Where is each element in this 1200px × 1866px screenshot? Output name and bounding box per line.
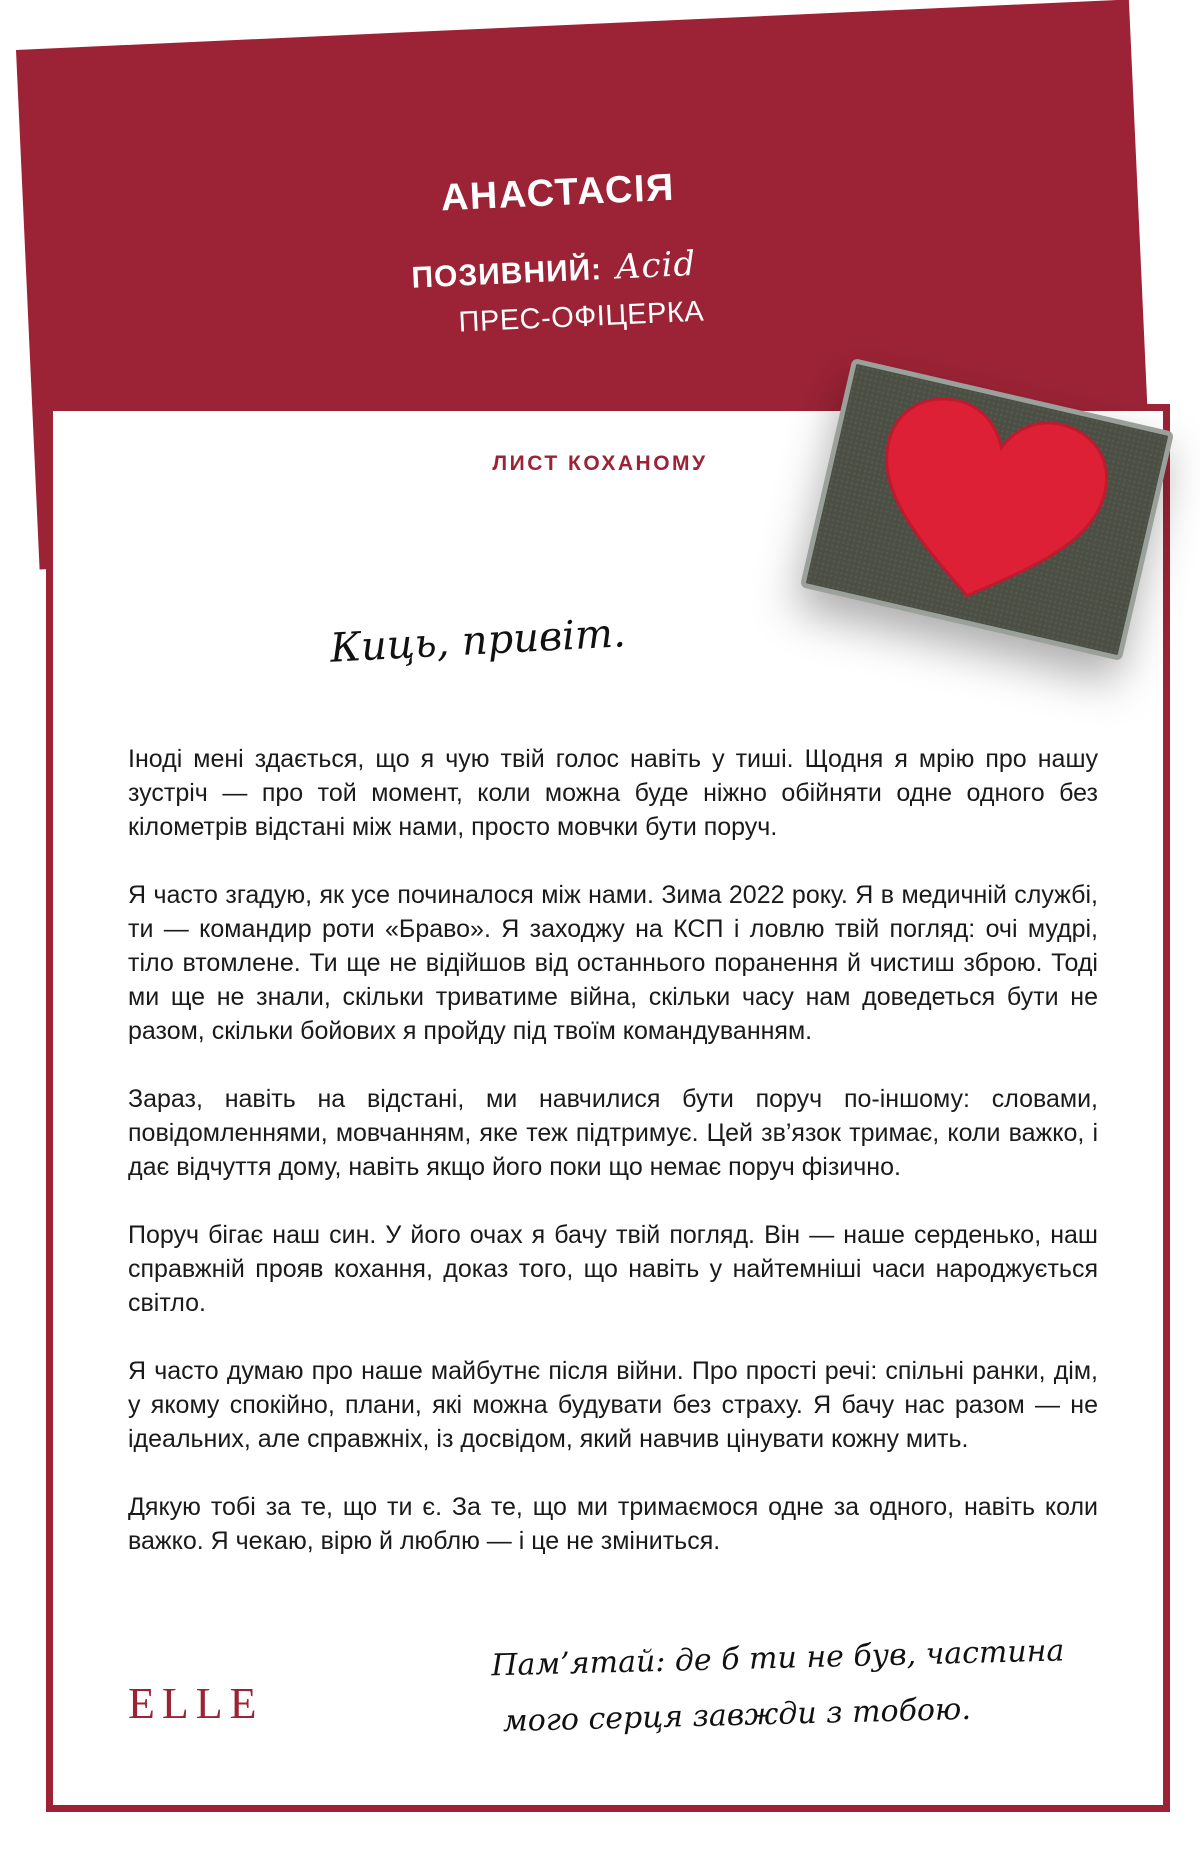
letter-paragraph: Іноді мені здається, що я чую твій голос навіть у тиші. Щодня я мрію про нашу зустріч — про той момент, коли можна буде ніжно обійняти одне одного без кілометрів відстані між нами, просто мовчки бути поруч.	[128, 745, 1098, 841]
signoff-line-1: Пам’ятай: де б ти не був, частина	[490, 1633, 1065, 1684]
letter-paragraph: Поруч бігає наш син. У його очах я бачу твій погляд. Він — наше серденько, наш справжній прояв кохання, доказ того, що навіть у найтемніші часи народжується світло.	[128, 1221, 1098, 1317]
header-info	[0, 0, 1200, 405]
elle-logo: ELLE	[128, 1679, 264, 1728]
letter-paragraph: Я часто згадую, як усе починалося між нами. Зима 2022 року. Я в медичній службі, ти — командир роти «Браво». Я заходжу на КСП і ловлю твій погляд: очі мудрі, тіло втомлене. Ти ще не відійшов від останнього поранення й чистиш зброю. Тоді ми ще не знали, скільки триватиме війна, скільки часу нам доведеться бути не разом, скільки бойових я пройду під твоїм командуванням.	[128, 881, 1098, 1045]
letter-paragraph: Зараз, навіть на відстані, ми навчилися бути поруч по-іншому: словами, повідомленнями, мовчанням, яке теж підтримує. Цей зв’язок тримає, коли важко, і дає відчуття дому, навіть якщо його поки що немає поруч фізично.	[128, 1085, 1098, 1181]
letter-paragraph: Дякую тобі за те, що ти є. За те, що ми тримаємося одне за одного, навіть коли важко. Я чекаю, вірю й люблю — і це не зміниться.	[128, 1493, 1098, 1555]
letter-signoff	[491, 1622, 1134, 1751]
person-role: ПРЕС-ОФІЦЕРКА	[457, 295, 705, 339]
letter-body	[128, 742, 1098, 1592]
callsign-value: Acid	[615, 243, 698, 288]
signoff-line-2: мого серця завжди з тобою.	[502, 1691, 972, 1740]
callsign	[411, 244, 697, 297]
callsign-label: ПОЗИВНИЙ:	[410, 253, 603, 295]
letter-paragraph: Я часто думаю про наше майбутнє після війни. Про прості речі: спільні ранки, дім, у якому спокійно, плани, які можна будувати без страху. Я бачу нас разом — не ідеальних, але справжніх, із досвідом, який навчив цінувати кожну мить.	[128, 1357, 1098, 1453]
letter-title: ЛИСТ КОХАНОМУ	[492, 452, 708, 475]
letter-greeting: Киць, привіт.	[328, 610, 627, 672]
person-name: АНАСТАСІЯ	[440, 166, 676, 220]
